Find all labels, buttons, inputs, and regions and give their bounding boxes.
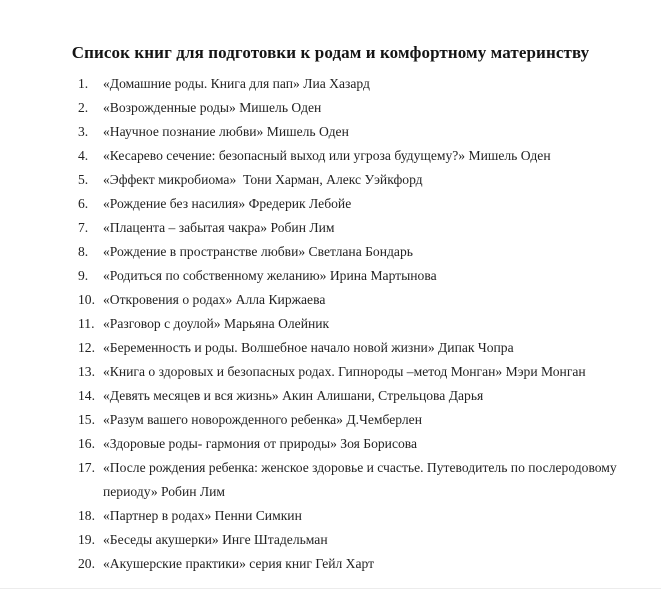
item-number: 11. [78, 316, 95, 331]
item-number: 1. [78, 76, 89, 91]
item-number: 8. [78, 244, 89, 259]
book-list [78, 72, 638, 576]
item-number: 20. [78, 556, 95, 571]
item-number: 7. [78, 220, 89, 235]
list-item [78, 144, 638, 168]
item-text: «Книга о здоровых и безопасных родах. Гипнороды –метод Монган» Мэри Монган [103, 364, 586, 379]
list-item [78, 384, 638, 408]
list-item [78, 120, 638, 144]
item-text: «Родиться по собственному желанию» Ирина Мартынова [103, 268, 437, 283]
item-text: «Беременность и роды. Волшебное начало новой жизни» Дипак Чопра [103, 340, 514, 355]
item-number: 14. [78, 388, 95, 403]
item-text: «После рождения ребенка: женское здоровье и счастье. Путеводитель по послеродовому периоду» Робин Лим [103, 460, 617, 499]
item-number: 17. [78, 460, 95, 475]
item-number: 9. [78, 268, 89, 283]
item-number: 6. [78, 196, 89, 211]
item-number: 16. [78, 436, 95, 451]
item-text: «Партнер в родах» Пенни Симкин [103, 508, 302, 523]
item-text: «Рождение в пространстве любви» Светлана Бондарь [103, 244, 413, 259]
item-number: 13. [78, 364, 95, 379]
item-text: «Беседы акушерки» Инге Штадельман [103, 532, 328, 547]
item-text: «Разговор с доулой» Марьяна Олейник [103, 316, 330, 331]
item-number: 15. [78, 412, 95, 427]
item-text: «Здоровые роды- гармония от природы» Зоя Борисова [103, 436, 418, 451]
item-number: 12. [78, 340, 95, 355]
item-text: «Возрожденные роды» Мишель Оден [103, 100, 322, 115]
list-item [78, 408, 638, 432]
item-number: 10. [78, 292, 95, 307]
item-text: «Акушерские практики» серия книг Гейл Харт [103, 556, 375, 571]
list-item [78, 336, 638, 360]
page-title: Список книг для подготовки к родам и комфортному материнству [71, 43, 590, 63]
list-item [78, 288, 638, 312]
list-item [78, 192, 638, 216]
item-text: «Домашние роды. Книга для пап» Лиа Хазард [103, 76, 370, 91]
item-number: 3. [78, 124, 89, 139]
list-item [78, 360, 638, 384]
list-item [78, 456, 638, 504]
list-item [78, 432, 638, 456]
item-text: «Плацента – забытая чакра» Робин Лим [103, 220, 335, 235]
list-item [78, 552, 638, 576]
item-number: 19. [78, 532, 95, 547]
list-item [78, 96, 638, 120]
list-item [78, 312, 638, 336]
list-item [78, 504, 638, 528]
item-text: «Рождение без насилия» Фредерик Лебойе [103, 196, 352, 211]
list-item [78, 168, 638, 192]
item-number: 4. [78, 148, 89, 163]
list-item [78, 216, 638, 240]
item-number: 2. [78, 100, 89, 115]
item-text: «Научное познание любви» Мишель Оден [103, 124, 349, 139]
list-item [78, 72, 638, 96]
item-text: «Разум вашего новорожденного ребенка» Д.Чемберлен [103, 412, 422, 427]
item-number: 18. [78, 508, 95, 523]
item-text: «Откровения о родах» Алла Киржаева [103, 292, 326, 307]
bottom-divider [0, 588, 661, 589]
list-item [78, 264, 638, 288]
list-item [78, 240, 638, 264]
item-text: «Кесарево сечение: безопасный выход или угроза будущему?» Мишель Оден [103, 148, 551, 163]
list-item [78, 528, 638, 552]
item-number: 5. [78, 172, 89, 187]
item-text: «Эффект микробиома» Тони Харман, Алекс Уэйкфорд [103, 172, 423, 187]
item-text: «Девять месяцев и вся жизнь» Акин Алишани, Стрельцова Дарья [103, 388, 484, 403]
